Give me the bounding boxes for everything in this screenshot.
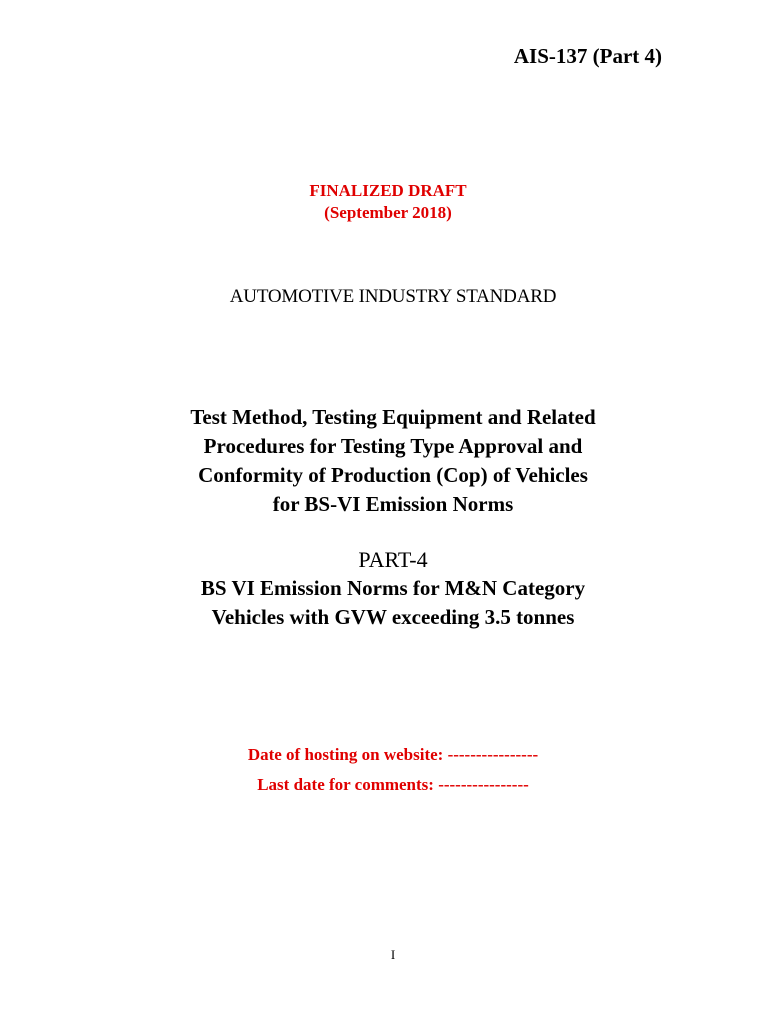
part-label: PART-4	[358, 547, 428, 572]
title-line-3: Conformity of Production (Cop) of Vehicles	[198, 463, 588, 487]
part-block	[0, 545, 768, 632]
part-subtitle-line-1: BS VI Emission Norms for M&N Category	[200, 576, 586, 600]
draft-date: (September 2018)	[324, 203, 452, 222]
document-title	[0, 403, 768, 519]
title-line-2: Procedures for Testing Type Approval and	[203, 434, 583, 458]
title-line-4: for BS-VI Emission Norms	[272, 492, 514, 516]
standard-label: AUTOMOTIVE INDUSTRY STANDARD	[229, 286, 557, 307]
comments-deadline: Last date for comments: ----------------	[257, 775, 529, 794]
draft-status-block	[0, 180, 768, 224]
page-number: I	[390, 947, 396, 962]
hosting-info	[0, 740, 768, 800]
draft-status: FINALIZED DRAFT	[309, 181, 467, 200]
hosting-date: Date of hosting on website: ----------------	[247, 745, 539, 764]
document-code: AIS-137 (Part 4)	[513, 44, 662, 68]
title-line-1: Test Method, Testing Equipment and Related	[190, 405, 596, 429]
part-subtitle-line-2: Vehicles with GVW exceeding 3.5 tonnes	[211, 605, 575, 629]
